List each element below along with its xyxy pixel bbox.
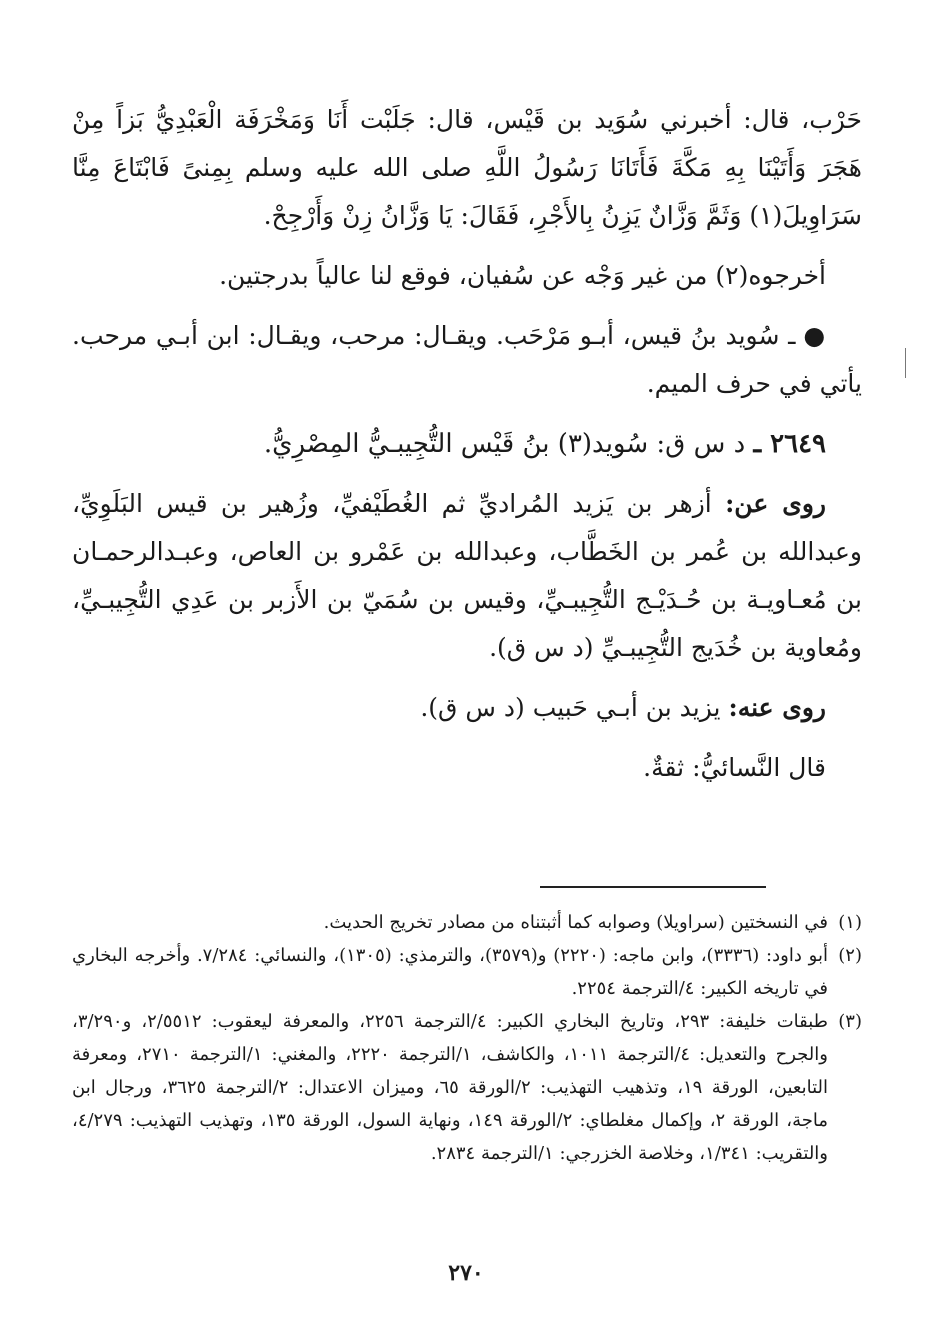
page-number: ٢٧٠: [448, 1260, 484, 1286]
main-text: [72, 96, 862, 804]
footnote-number: (٢): [838, 945, 862, 966]
entry-title: د س ق: سُويد(٣) بنُ قَيْس التُّجِيبـيُّ المِصْرِيُّ.: [263, 429, 746, 459]
footnote-number: (٣): [838, 1011, 862, 1032]
nasai-paragraph: قال النَّسائيُّ: ثقةٌ.: [643, 753, 826, 782]
narrated-by-text: يزيد بن أبـي حَبيب (د س ق).: [420, 693, 721, 722]
footnote-2: [72, 939, 862, 1005]
footnote-text: أبو داود: (٣٣٣٦)، وابن ماجه: (٢٢٢٠) و(٣٥٧٩)، والترمذي: (١٣٠٥)، والنسائي: ٧/٢٨٤. وأخرجه البخاري في تاريخه الكبير: ٤/الترجمة ٢٢٥٤.: [72, 945, 828, 999]
footnote-divider: [540, 886, 766, 888]
cross-reference-text: ـ سُويد بنُ قيس، أبـو مَرْحَب. ويقـال: مرحب، ويقـال: ابن أبـي مرحب. يأتي في حرف الميم.: [72, 321, 862, 398]
narrated-by-label: روى عنه:: [728, 693, 826, 722]
footnote-text: في النسختين (سراويلا) وصوابه كما أثبتناه من مصادر تخريج الحديث.: [323, 912, 828, 933]
margin-mark: [905, 348, 906, 378]
hadith-paragraph: حَرْب، قال: أخبرني سُوَيد بن قَيْس، قال: جَلَبْت أَنَا وَمَخْرَفَة الْعَبْدِيُّ بَزاً مِنْ هَجَرَ وَأَتَيْنَا بِهِ مَكَّةَ فَأَتَانَا رَسُولُ اللَّهِ صلى الله عليه وسلم بِمِنىً فَابْتَاعَ مِنَّا سَرَاوِيلَ(١) وَثَمَّ وَزَّانٌ يَزِنُ بِالأَجْرِ، فَقَالَ: يَا وَزَّانُ زِنْ وَأَرْجِحْ.: [72, 105, 862, 230]
takhrij-paragraph: أخرجوه(٢) من غير وَجْه عن سُفيان، فوقع لنا عالياً بدرجتين.: [219, 261, 826, 290]
footnote-number: (١): [838, 912, 862, 933]
narrated-by-paragraph: [72, 684, 862, 732]
footnote-text: طبقات خليفة: ٢٩٣، وتاريخ البخاري الكبير: ٤/الترجمة ٢٢٥٦، والمعرفة ليعقوب: ٢/٥٥١٢، و٣/٢٩٠، والجرح والتعديل: ٤/الترجمة ١٠١١، والكاشف، ١/الترجمة ٢٢٢٠، والمغني: ١/الترجمة ٢٧١٠، ومعرفة التابعين، الورقة ١٩، وتذهيب التهذيب: ٢/الورقة ٦٥، وميزان الاعتدال: ٢/الترجمة ٣٦٢٥، ورجال ابن ماجة، الورقة ٢، وإكمال مغلطاي: ٢/الورقة ١٤٩، ونهاية السول، الورقة ١٣٥، وتهذيب التهذيب: ٤/٢٧٩، والتقريب: ١/٣٤١، وخلاصة الخزرجي: ١/الترجمة ٢٨٣٤.: [72, 1011, 829, 1164]
narrated-from-paragraph: [72, 480, 862, 672]
footnotes: [72, 906, 862, 1170]
narrated-from-text: أزهر بن يَزيد المُراديِّ ثم الغُطَيْفيِّ، وزُهير بن قيس البَلَوِيِّ، وعبدالله بن عُمر بن الخَطَّاب، وعبدالله بن عَمْرو بن العاص، وعبـدالرحمـان بن مُعـاويـة بن حُـدَيْـج التُّجِيبـيِّ، وقيس بن سُمَيّ بن الأَزبر بن عَدِي التُّجِيبـيِّ، ومُعاوية بن خُدَيج التُّجِيبـيِّ (د س ق).: [72, 489, 862, 662]
entry-heading: [72, 420, 862, 468]
narrated-from-label: روى عن:: [725, 489, 827, 518]
bullet-icon: ●: [803, 321, 826, 350]
entry-number: ٢٦٤٩ ـ: [753, 429, 826, 459]
footnote-3: [72, 1005, 862, 1170]
cross-reference-paragraph: [72, 312, 862, 408]
footnote-1: [72, 906, 862, 939]
